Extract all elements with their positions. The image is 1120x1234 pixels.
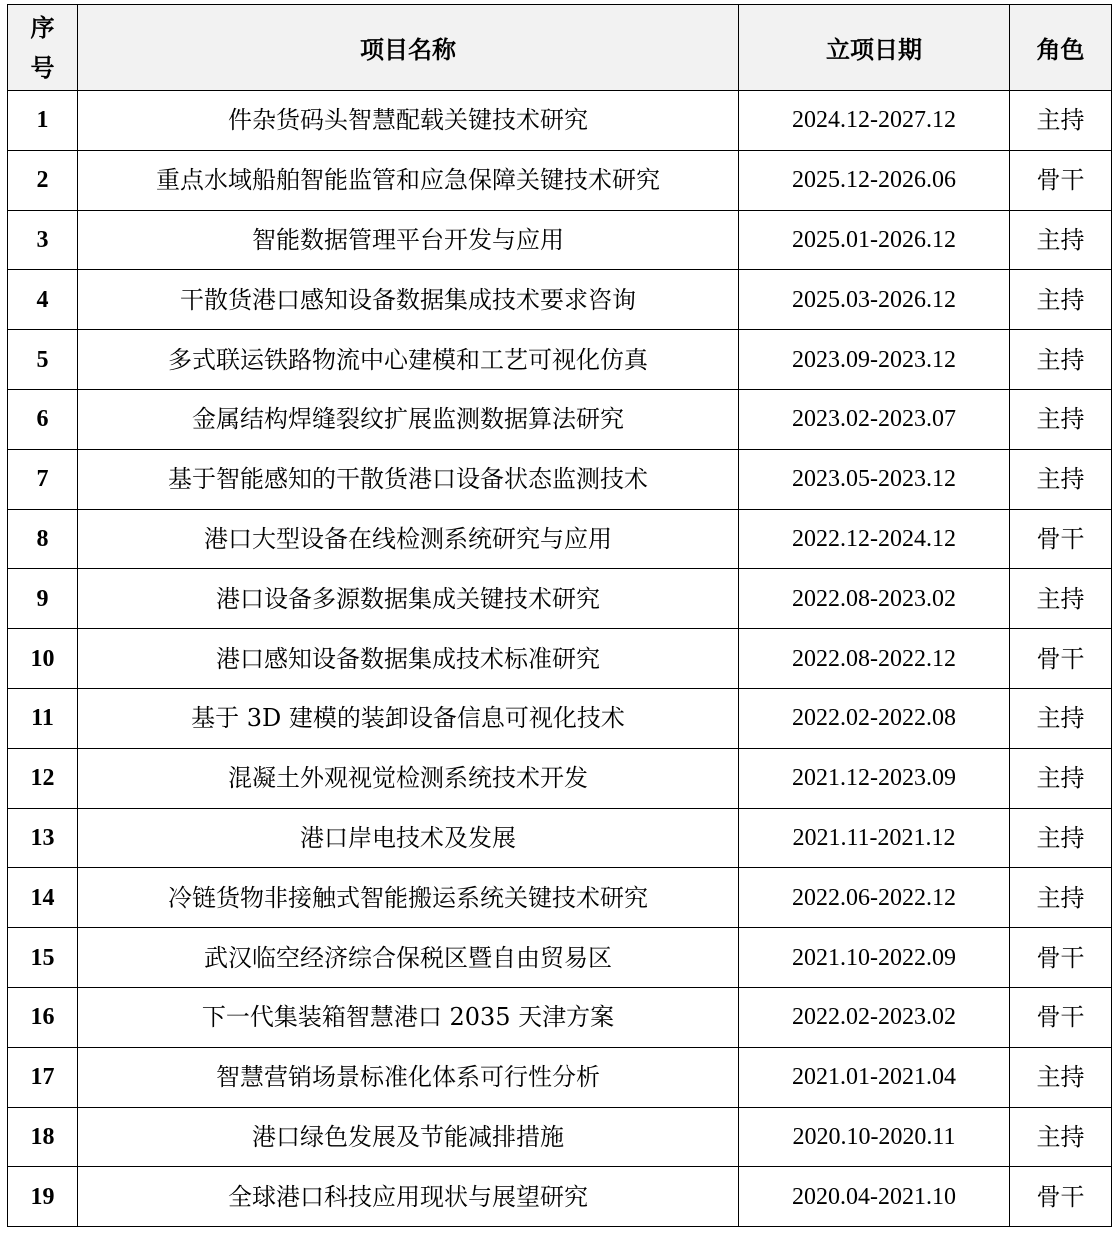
cell-role: 主持 bbox=[1010, 210, 1112, 270]
cell-index: 12 bbox=[8, 748, 78, 808]
header-role: 角色 bbox=[1010, 5, 1112, 91]
cell-project-name: 港口岸电技术及发展 bbox=[78, 808, 739, 868]
table-body bbox=[8, 91, 1112, 1227]
projects-table bbox=[7, 4, 1112, 1227]
cell-role: 主持 bbox=[1010, 330, 1112, 390]
cell-date: 2022.02-2022.08 bbox=[739, 688, 1010, 748]
cell-date: 2021.10-2022.09 bbox=[739, 928, 1010, 988]
cell-project-name: 下一代集装箱智慧港口 2035 天津方案 bbox=[78, 987, 739, 1047]
table-row bbox=[8, 449, 1112, 509]
cell-project-name: 金属结构焊缝裂纹扩展监测数据算法研究 bbox=[78, 389, 739, 449]
cell-index: 15 bbox=[8, 928, 78, 988]
cell-date: 2021.01-2021.04 bbox=[739, 1047, 1010, 1107]
cell-role: 骨干 bbox=[1010, 150, 1112, 210]
cell-index: 2 bbox=[8, 150, 78, 210]
cell-role: 骨干 bbox=[1010, 987, 1112, 1047]
cell-index: 4 bbox=[8, 270, 78, 330]
table-row bbox=[8, 330, 1112, 390]
header-row bbox=[8, 5, 1112, 91]
cell-index: 9 bbox=[8, 569, 78, 629]
cell-date: 2023.02-2023.07 bbox=[739, 389, 1010, 449]
cell-role: 主持 bbox=[1010, 808, 1112, 868]
cell-role: 骨干 bbox=[1010, 928, 1112, 988]
cell-date: 2025.12-2026.06 bbox=[739, 150, 1010, 210]
cell-date: 2023.05-2023.12 bbox=[739, 449, 1010, 509]
cell-index: 7 bbox=[8, 449, 78, 509]
cell-project-name: 基于智能感知的干散货港口设备状态监测技术 bbox=[78, 449, 739, 509]
cell-project-name: 混凝土外观视觉检测系统技术开发 bbox=[78, 748, 739, 808]
cell-role: 主持 bbox=[1010, 1047, 1112, 1107]
cell-role: 主持 bbox=[1010, 688, 1112, 748]
cell-index: 17 bbox=[8, 1047, 78, 1107]
cell-project-name: 冷链货物非接触式智能搬运系统关键技术研究 bbox=[78, 868, 739, 928]
table-row bbox=[8, 808, 1112, 868]
cell-date: 2021.11-2021.12 bbox=[739, 808, 1010, 868]
cell-project-name: 港口设备多源数据集成关键技术研究 bbox=[78, 569, 739, 629]
cell-project-name: 港口感知设备数据集成技术标准研究 bbox=[78, 629, 739, 689]
cell-date: 2022.08-2022.12 bbox=[739, 629, 1010, 689]
table-row bbox=[8, 688, 1112, 748]
header-name: 项目名称 bbox=[78, 5, 739, 91]
table-row bbox=[8, 748, 1112, 808]
header-date: 立项日期 bbox=[739, 5, 1010, 91]
table-row bbox=[8, 1167, 1112, 1227]
table-row bbox=[8, 569, 1112, 629]
cell-index: 8 bbox=[8, 509, 78, 569]
header-index-label: 序号 bbox=[30, 12, 55, 82]
table-row bbox=[8, 270, 1112, 330]
cell-index: 1 bbox=[8, 91, 78, 151]
cell-role: 主持 bbox=[1010, 270, 1112, 330]
table-row bbox=[8, 868, 1112, 928]
table-row bbox=[8, 210, 1112, 270]
cell-project-name: 港口绿色发展及节能减排措施 bbox=[78, 1107, 739, 1167]
cell-index: 18 bbox=[8, 1107, 78, 1167]
cell-date: 2025.03-2026.12 bbox=[739, 270, 1010, 330]
cell-project-name: 基于 3D 建模的装卸设备信息可视化技术 bbox=[78, 688, 739, 748]
cell-role: 主持 bbox=[1010, 449, 1112, 509]
cell-project-name: 港口大型设备在线检测系统研究与应用 bbox=[78, 509, 739, 569]
cell-project-name: 武汉临空经济综合保税区暨自由贸易区 bbox=[78, 928, 739, 988]
cell-role: 主持 bbox=[1010, 91, 1112, 151]
table-row bbox=[8, 1107, 1112, 1167]
cell-index: 3 bbox=[8, 210, 78, 270]
cell-role: 主持 bbox=[1010, 748, 1112, 808]
cell-index: 13 bbox=[8, 808, 78, 868]
cell-role: 骨干 bbox=[1010, 1167, 1112, 1227]
cell-index: 19 bbox=[8, 1167, 78, 1227]
cell-date: 2022.12-2024.12 bbox=[739, 509, 1010, 569]
table-row bbox=[8, 1047, 1112, 1107]
cell-index: 14 bbox=[8, 868, 78, 928]
table-row bbox=[8, 928, 1112, 988]
cell-project-name: 多式联运铁路物流中心建模和工艺可视化仿真 bbox=[78, 330, 739, 390]
cell-date: 2020.04-2021.10 bbox=[739, 1167, 1010, 1227]
cell-role: 主持 bbox=[1010, 868, 1112, 928]
table-row bbox=[8, 150, 1112, 210]
cell-index: 11 bbox=[8, 688, 78, 748]
cell-date: 2022.08-2023.02 bbox=[739, 569, 1010, 629]
cell-date: 2021.12-2023.09 bbox=[739, 748, 1010, 808]
cell-index: 5 bbox=[8, 330, 78, 390]
cell-date: 2022.02-2023.02 bbox=[739, 987, 1010, 1047]
cell-project-name: 干散货港口感知设备数据集成技术要求咨询 bbox=[78, 270, 739, 330]
cell-project-name: 智慧营销场景标准化体系可行性分析 bbox=[78, 1047, 739, 1107]
table-row bbox=[8, 389, 1112, 449]
table-header bbox=[8, 5, 1112, 91]
header-index bbox=[8, 5, 78, 91]
cell-index: 10 bbox=[8, 629, 78, 689]
cell-date: 2022.06-2022.12 bbox=[739, 868, 1010, 928]
cell-project-name: 智能数据管理平台开发与应用 bbox=[78, 210, 739, 270]
table-row bbox=[8, 91, 1112, 151]
cell-date: 2024.12-2027.12 bbox=[739, 91, 1010, 151]
cell-project-name: 重点水域船舶智能监管和应急保障关键技术研究 bbox=[78, 150, 739, 210]
table-row bbox=[8, 509, 1112, 569]
cell-date: 2023.09-2023.12 bbox=[739, 330, 1010, 390]
table-row bbox=[8, 987, 1112, 1047]
cell-role: 主持 bbox=[1010, 389, 1112, 449]
cell-role: 主持 bbox=[1010, 1107, 1112, 1167]
cell-role: 主持 bbox=[1010, 569, 1112, 629]
cell-role: 骨干 bbox=[1010, 509, 1112, 569]
cell-date: 2020.10-2020.11 bbox=[739, 1107, 1010, 1167]
cell-index: 6 bbox=[8, 389, 78, 449]
cell-project-name: 件杂货码头智慧配载关键技术研究 bbox=[78, 91, 739, 151]
cell-role: 骨干 bbox=[1010, 629, 1112, 689]
table-row bbox=[8, 629, 1112, 689]
cell-date: 2025.01-2026.12 bbox=[739, 210, 1010, 270]
cell-index: 16 bbox=[8, 987, 78, 1047]
cell-project-name: 全球港口科技应用现状与展望研究 bbox=[78, 1167, 739, 1227]
